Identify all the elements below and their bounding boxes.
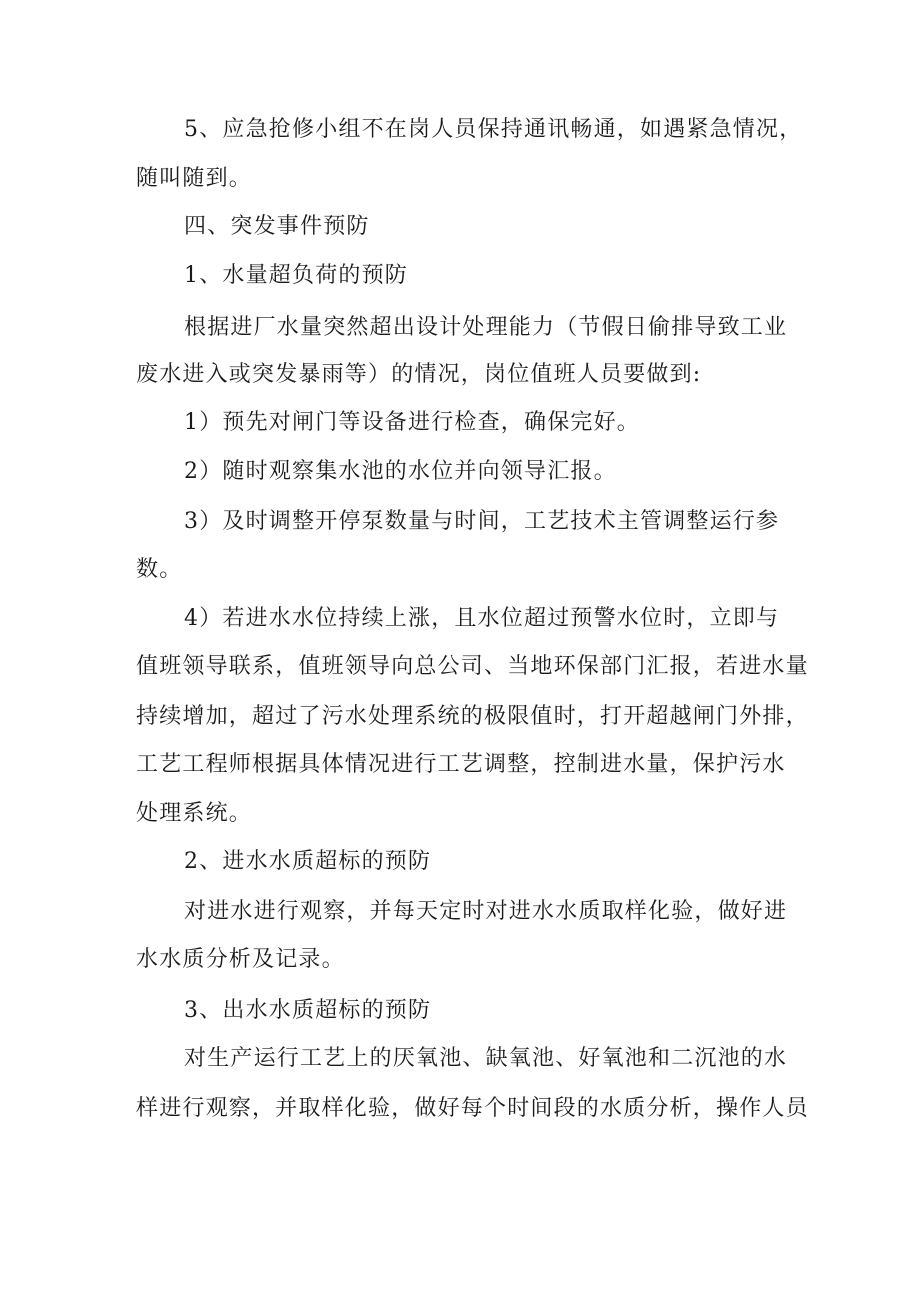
list-item: 3）及时调整开停泵数量与时间，工艺技术主管调整运行参 (184, 509, 780, 534)
text-line: 样进行观察，并取样化验，做好每个时间段的水质分析，操作人员 (136, 1096, 809, 1121)
text-line: 废水进入或突发暴雨等）的情况，岗位值班人员要做到: (136, 362, 702, 387)
text-line: 值班领导联系，值班领导向总公司、当地环保部门汇报，若进水量 (136, 654, 809, 679)
text-line: 对生产运行工艺上的厌氧池、缺氧池、好氧池和二沉池的水 (184, 1046, 788, 1071)
subsection-heading: 2、进水水质超标的预防 (184, 849, 432, 874)
text-line: 水水质分析及记录。 (136, 947, 345, 972)
text-line: 对进水进行观察，并每天定时对进水水质取样化验，做好进 (184, 899, 788, 924)
list-item: 1）预先对闸门等设备进行检查，确保完好。 (184, 410, 640, 435)
text-line: 处理系统。 (136, 801, 253, 826)
list-item: 4）若进水水位持续上涨，且水位超过预警水位时，立即与 (184, 606, 780, 631)
text-line: 随叫随到。 (136, 166, 253, 191)
subsection-heading: 3、出水水质超标的预防 (184, 998, 432, 1023)
text-line: 根据进厂水量突然超出设计处理能力（节假日偷排导致工业 (184, 315, 788, 340)
text-line: 工艺工程师根据具体情况进行工艺调整，控制进水量，保护污水 (136, 752, 786, 777)
list-item: 2）随时观察集水池的水位并向领导汇报。 (184, 459, 617, 484)
section-heading: 四、突发事件预防 (184, 214, 370, 239)
subsection-heading: 1、水量超负荷的预防 (184, 263, 408, 288)
text-line: 数。 (136, 557, 183, 582)
text-line: 5、应急抢修小组不在岗人员保持通讯畅通，如遇紧急情况， (184, 117, 803, 142)
text-line: 持续增加，超过了污水处理系统的极限值时，打开超越闸门外排， (136, 704, 809, 729)
